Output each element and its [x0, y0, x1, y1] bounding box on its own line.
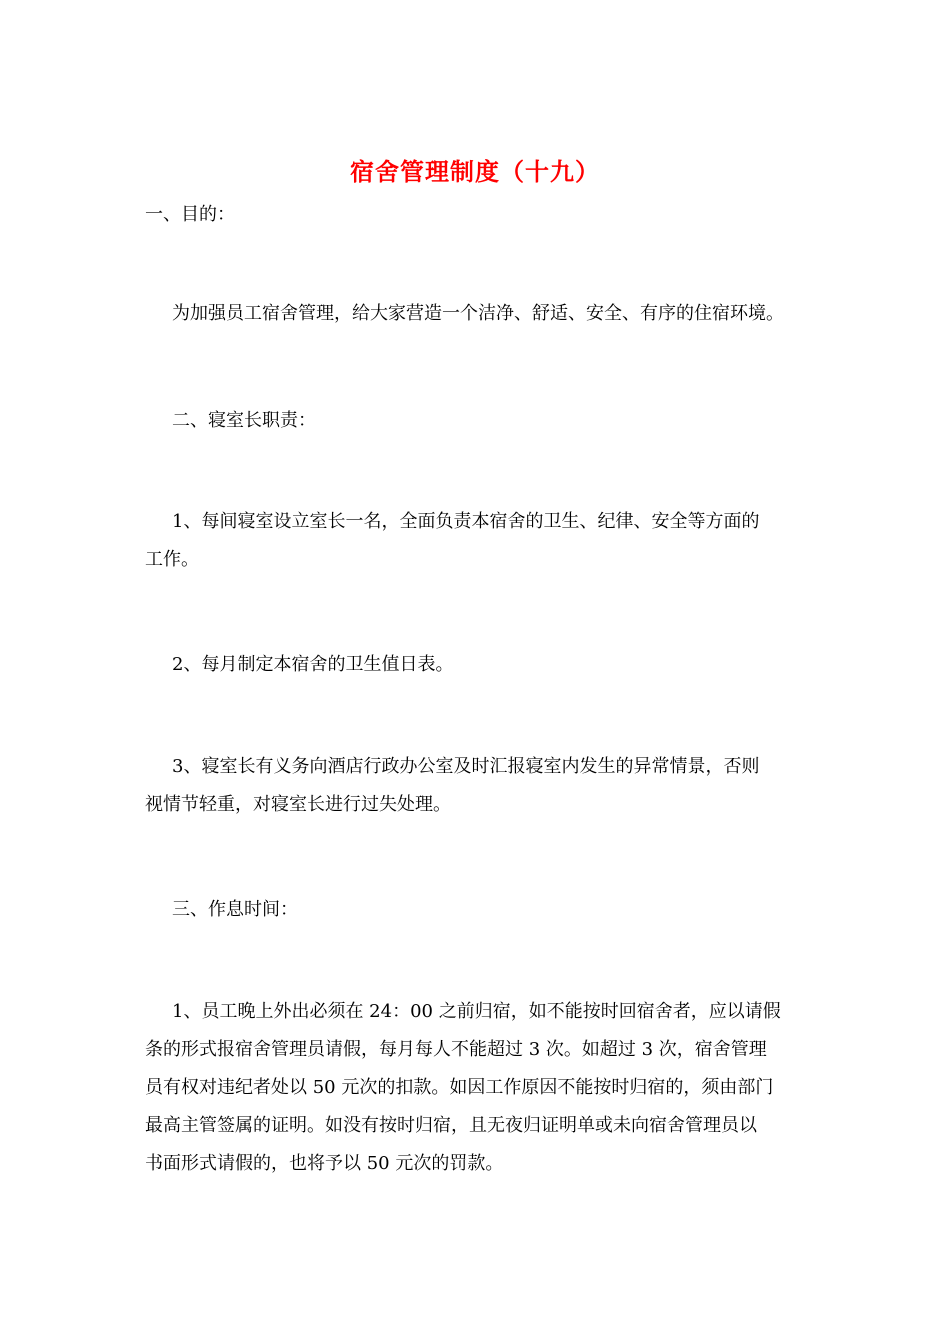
section2-heading: 二、寝室长职责： [172, 410, 316, 431]
section3-item1-line2: 条的形式报宿舍管理员请假，每月每人不能超过 3 次。如超过 3 次，宿舍管理 [145, 1039, 767, 1060]
section1-text: 为加强员工宿舍管理，给大家营造一个洁净、舒适、安全、有序的住宿环境。 [172, 303, 784, 324]
section3-item1-line3: 员有权对违纪者处以 50 元次的扣款。如因工作原因不能按时归宿的，须由部门 [145, 1077, 774, 1098]
section2-item1-line2: 工作。 [145, 549, 199, 570]
document-title: 宿舍管理制度（十九） [350, 157, 600, 186]
section3-item1-line4: 最高主管签属的证明。如没有按时归宿，且无夜归证明单或未向宿舍管理员以 [145, 1115, 757, 1136]
section1-heading: 一、目的： [145, 204, 235, 225]
section3-item1-line5: 书面形式请假的，也将予以 50 元次的罚款。 [145, 1153, 504, 1174]
section3-heading: 三、作息时间： [172, 899, 298, 920]
section3-item1-line1: 1、员工晚上外出必须在 24：00 之前归宿，如不能按时回宿舍者，应以请假 [172, 1001, 781, 1022]
section2-item3-line2: 视情节轻重，对寝室长进行过失处理。 [145, 794, 451, 815]
section2-item3-line1: 3、寝室长有义务向酒店行政办公室及时汇报寝室内发生的异常情景，否则 [172, 756, 760, 777]
section2-item2: 2、每月制定本宿舍的卫生值日表。 [172, 654, 454, 675]
section2-item1-line1: 1、每间寝室设立室长一名，全面负责本宿舍的卫生、纪律、安全等方面的 [172, 511, 760, 532]
